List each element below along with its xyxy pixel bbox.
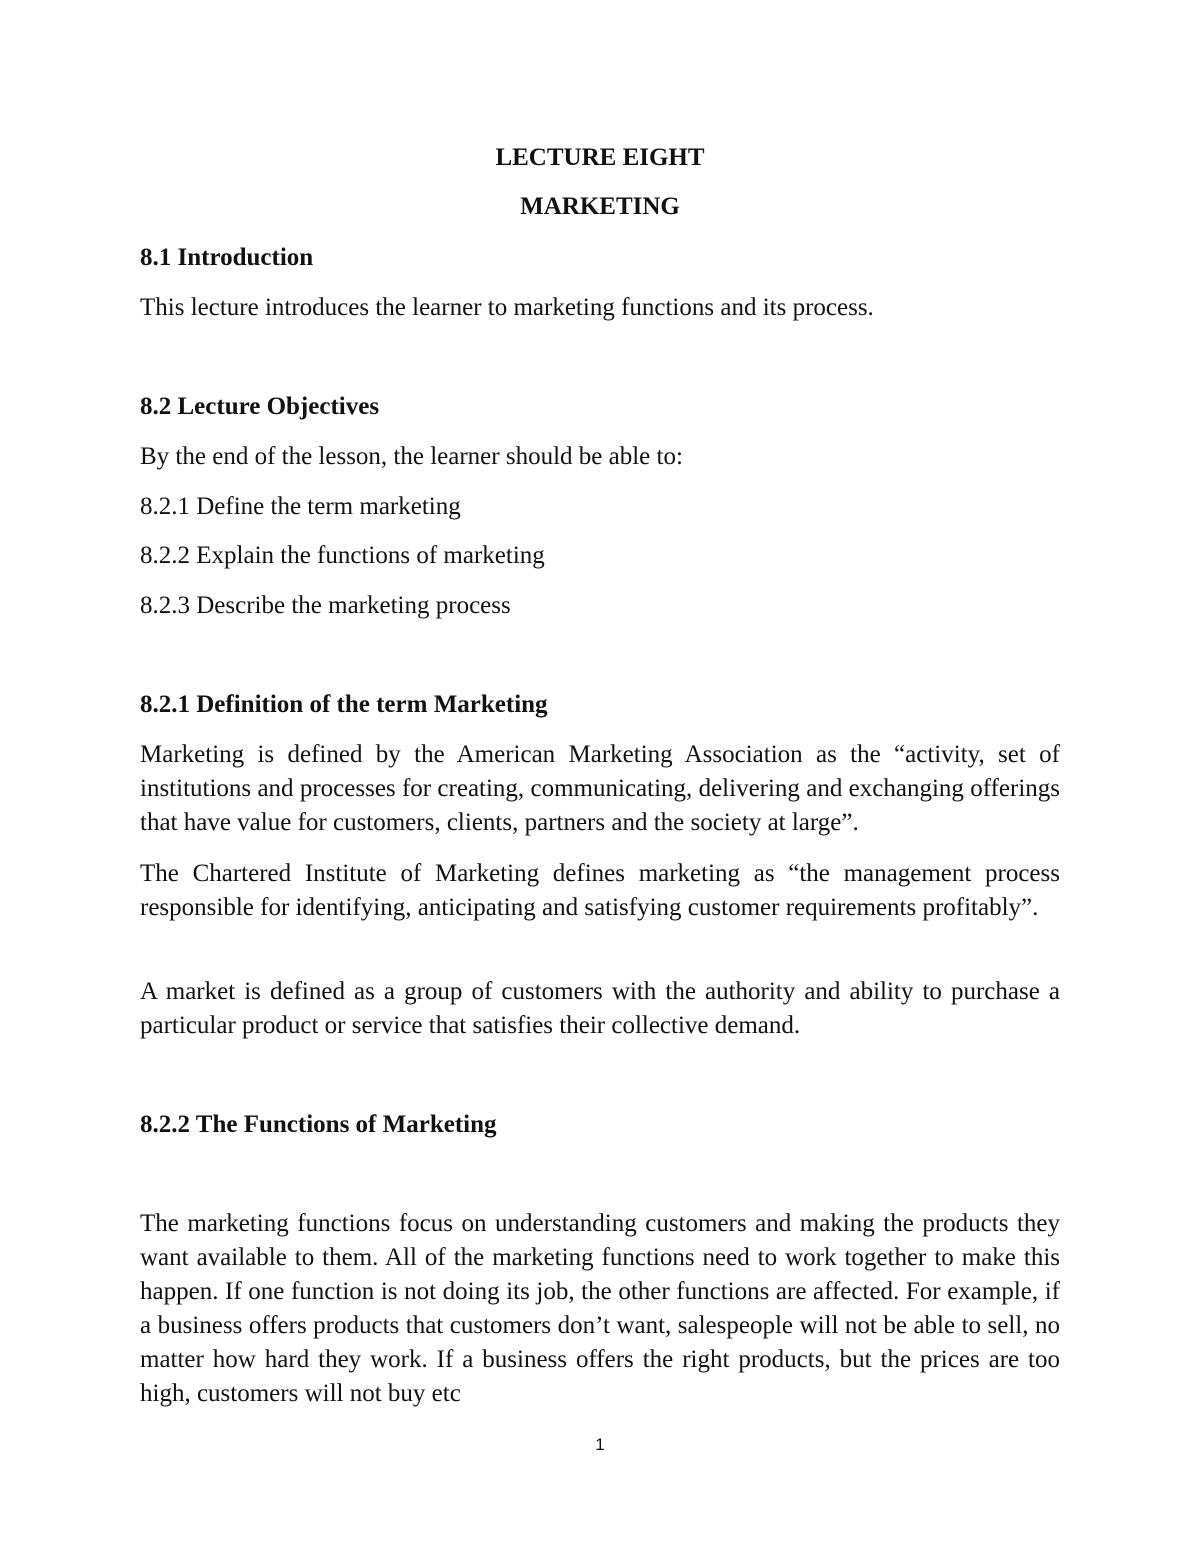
definition-ama-paragraph: Marketing is defined by the American Marketing Association as the “activity, set of institutions and processes for creating, communicating, delivering and exchanging offerings that have value for customers, clients, partners and the society at large”. (140, 741, 1060, 836)
definition-cim-paragraph: The Chartered Institute of Marketing defines marketing as “the management process responsible for identifying, anticipating and satisfying customer requirements profitably”. (140, 860, 1060, 921)
objective-item: 8.2.3 Describe the marketing process (140, 592, 511, 619)
section-heading-definition: 8.2.1 Definition of the term Marketing (140, 691, 548, 718)
objectives-lead: By the end of the lesson, the learner should be able to: (140, 443, 683, 470)
section-heading-introduction: 8.1 Introduction (140, 244, 314, 271)
lecture-subtitle: MARKETING (520, 193, 680, 220)
definition-market-paragraph: A market is defined as a group of customers with the authority and ability to purchase a particular product or service that satisfies their collective demand. (140, 978, 1060, 1039)
functions-paragraph: The marketing functions focus on understanding customers and making the products they want available to them. All of the marketing functions need to work together to make this happen. If one function is not doing its job, the other functions are affected. For example, if a business offers products that customers don’t want, salespeople will not be able to sell, no matter how hard they work. If a business offers the right products, but the prices are too high, customers will not buy etc (140, 1210, 1060, 1407)
page-number: 1 (595, 1435, 605, 1454)
objective-item: 8.2.2 Explain the functions of marketing (140, 542, 545, 569)
introduction-paragraph: This lecture introduces the learner to marketing functions and its process. (140, 294, 874, 321)
lecture-title: LECTURE EIGHT (495, 144, 705, 171)
objective-item: 8.2.1 Define the term marketing (140, 493, 461, 520)
section-heading-functions: 8.2.2 The Functions of Marketing (140, 1111, 497, 1138)
section-heading-objectives: 8.2 Lecture Objectives (140, 393, 380, 420)
